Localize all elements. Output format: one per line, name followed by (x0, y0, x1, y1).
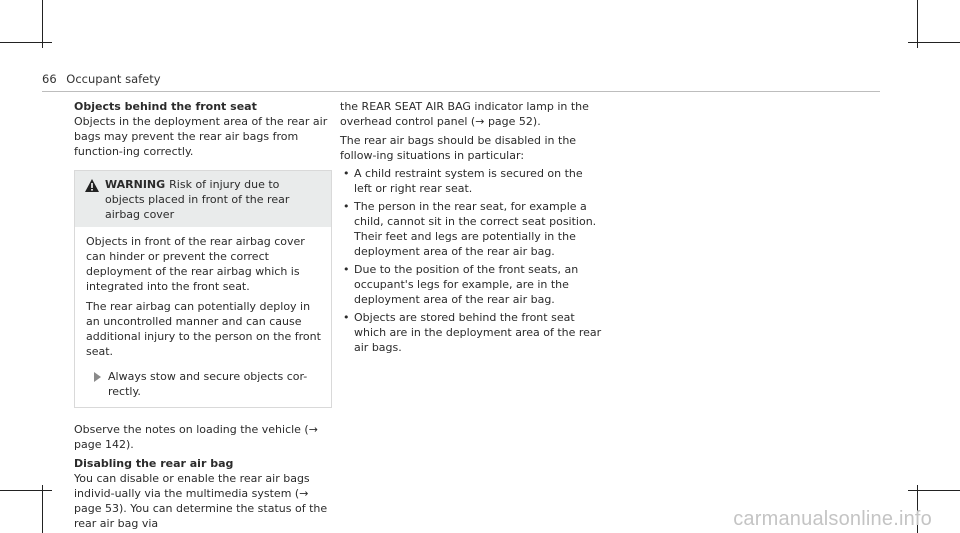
warning-text: The rear airbag can potentially deploy in an uncontrolled manner and can cause additional injury to the person on the front seat. (86, 300, 321, 358)
crop-mark (0, 42, 52, 43)
crop-mark (917, 0, 918, 48)
section-heading: Objects behind the front seat (74, 100, 257, 113)
crop-mark (42, 0, 43, 48)
paragraph: You can disable or enable the rear air bags individ-ually via the multimedia system (→ page 53). You can determine the status of the rear air bag via (74, 472, 328, 530)
list-item: • A child restraint system is secured on the left or right rear seat. (340, 166, 602, 196)
action-step (86, 369, 321, 399)
crop-mark (0, 490, 52, 491)
warning-body (75, 227, 331, 407)
action-text: Always stow and secure objects cor-rectly. (108, 370, 308, 398)
paragraph: Objects in the deployment area of the rear air bags may prevent the rear air bags from function-ing correctly. (74, 115, 328, 158)
warning-label: WARNING (105, 178, 166, 191)
crop-mark (908, 490, 960, 491)
warning-box (74, 170, 332, 408)
paragraph: The rear air bags should be disabled in the follow-ing situations in particular: (340, 134, 577, 162)
list-item: • Objects are stored behind the front seat which are in the deployment area of the rear air bags. (340, 310, 602, 355)
section-heading: Disabling the rear air bag (74, 457, 234, 470)
list-item: • The person in the rear seat, for example a child, cannot sit in the correct seat position. Their feet and legs are potentially in the deployment area of the rear air bag. (340, 199, 602, 259)
page-header (42, 72, 161, 87)
paragraph: the REAR SEAT AIR BAG indicator lamp in the overhead control panel (→ page 52). (340, 100, 589, 128)
action-arrow-icon (94, 372, 101, 382)
warning-text: Objects in front of the rear airbag cover can hinder or prevent the correct deployment of the rear airbag which is integrated into the front seat. (86, 235, 305, 293)
warning-triangle-icon (85, 179, 99, 192)
section-title: Occupant safety (66, 72, 161, 86)
bullet-list (340, 166, 602, 355)
watermark: carmanualsonline.info (733, 508, 932, 530)
crop-mark (908, 42, 960, 43)
list-item: • Due to the position of the front seats, an occupant's legs for example, are in the deployment area of the rear air bag. (340, 262, 602, 307)
crop-mark (42, 485, 43, 533)
header-divider (42, 91, 880, 92)
page-number: 66 (42, 72, 57, 86)
warning-header (75, 171, 331, 227)
paragraph: Observe the notes on loading the vehicle (→ page 142). (74, 423, 318, 451)
left-column (74, 99, 332, 531)
warning-title: Risk of injury due to objects placed in front of the rear airbag cover (105, 178, 290, 221)
right-column (340, 99, 602, 358)
